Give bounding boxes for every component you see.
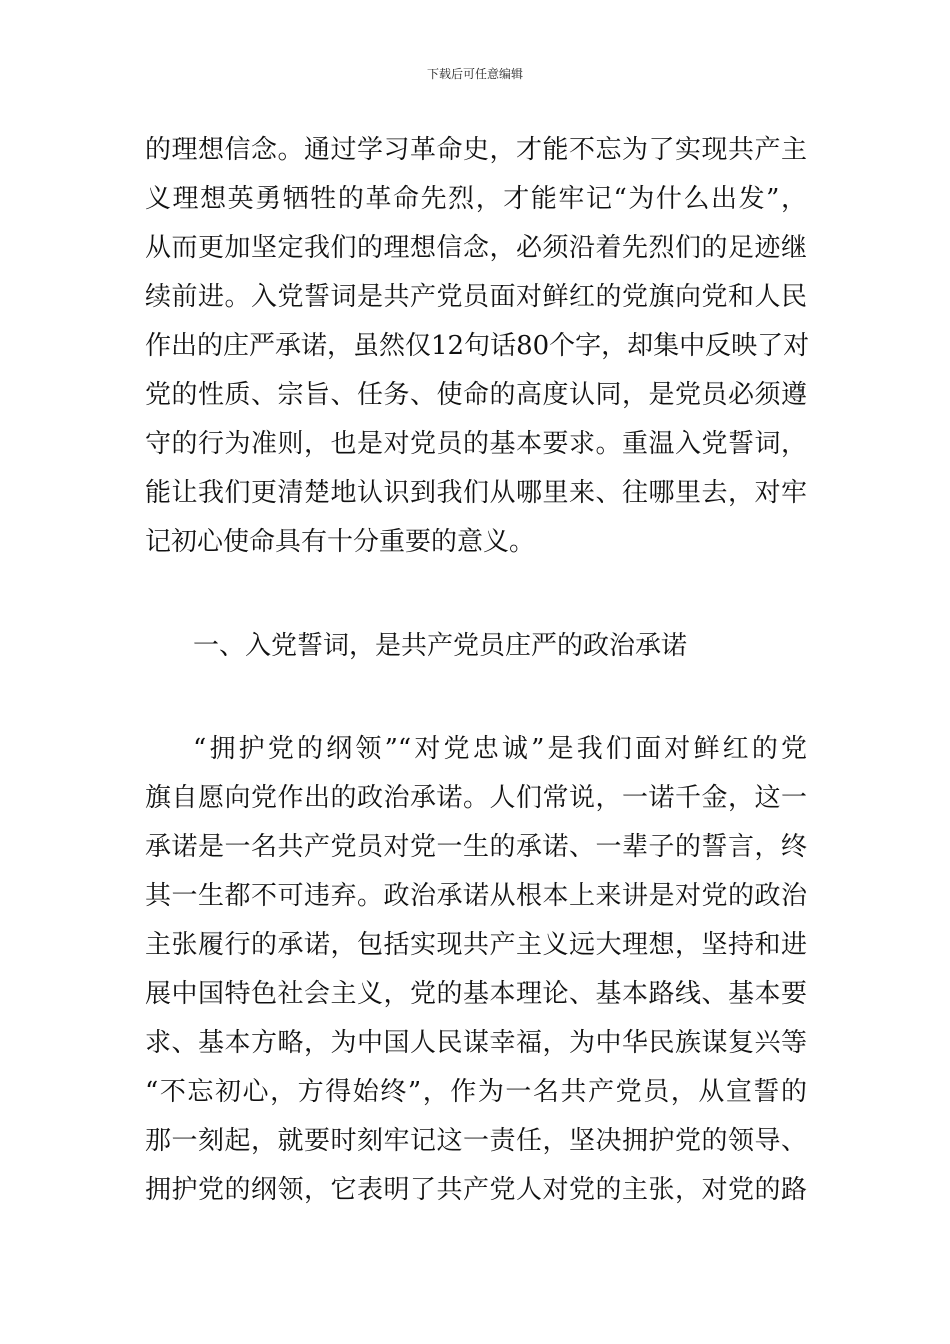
page-header: 下载后可任意编辑 (426, 67, 523, 81)
paragraph-line: 能让我们更清楚地认识到我们从哪里来、往哪里去，对牢 (145, 478, 807, 508)
paragraph-line: 从而更加坚定我们的理想信念，必须沿着先烈们的足迹继 (145, 233, 807, 263)
paragraph-line: 义理想英勇牺牲的革命先烈，才能牢记“为什么出发”， (145, 184, 807, 214)
paragraph-line: 的理想信念。通过学习革命史，才能不忘为了实现共产主 (145, 135, 807, 165)
paragraph-line: 旗自愿向党作出的政治承诺。人们常说，一诺千金，这一 (145, 783, 807, 813)
section-heading: 一、入党誓词，是共产党员庄严的政治承诺 (193, 631, 688, 661)
paragraph-line: 守的行为准则，也是对党员的基本要求。重温入党誓词， (145, 429, 807, 459)
paragraph-line: 承诺是一名共产党员对党一生的承诺、一辈子的誓言，终 (145, 832, 807, 862)
paragraph-line: 续前进。入党誓词是共产党员面对鲜红的党旗向党和人民 (145, 282, 807, 312)
paragraph-line: 展中国特色社会主义，党的基本理论、基本路线、基本要 (145, 979, 807, 1009)
paragraph-line: 那一刻起，就要时刻牢记这一责任，坚决拥护党的领导、 (145, 1126, 807, 1156)
paragraph-line: 拥护党的纲领，它表明了共产党人对党的主张，对党的路 (145, 1175, 807, 1205)
paragraph-line: 记初心使命具有十分重要的意义。 (145, 527, 536, 557)
paragraph-line: 求、基本方略，为中国人民谋幸福，为中华民族谋复兴等 (145, 1028, 807, 1058)
paragraph-line: 作出的庄严承诺，虽然仅12句话80个字，却集中反映了对 (145, 331, 810, 361)
paragraph-line: “拥护党的纲领”“对党忠诚”是我们面对鲜红的党 (193, 734, 807, 764)
paragraph-1 (145, 126, 810, 567)
paragraph-line: 党的性质、宗旨、任务、使命的高度认同，是党员必须遵 (145, 380, 807, 410)
paragraph-line: 其一生都不可违弃。政治承诺从根本上来讲是对党的政治 (145, 881, 807, 911)
paragraph-2 (145, 725, 807, 1215)
paragraph-line: 主张履行的承诺，包括实现共产主义远大理想，坚持和进 (145, 930, 807, 960)
paragraph-line: “不忘初心，方得始终”，作为一名共产党员，从宣誓的 (145, 1077, 807, 1107)
